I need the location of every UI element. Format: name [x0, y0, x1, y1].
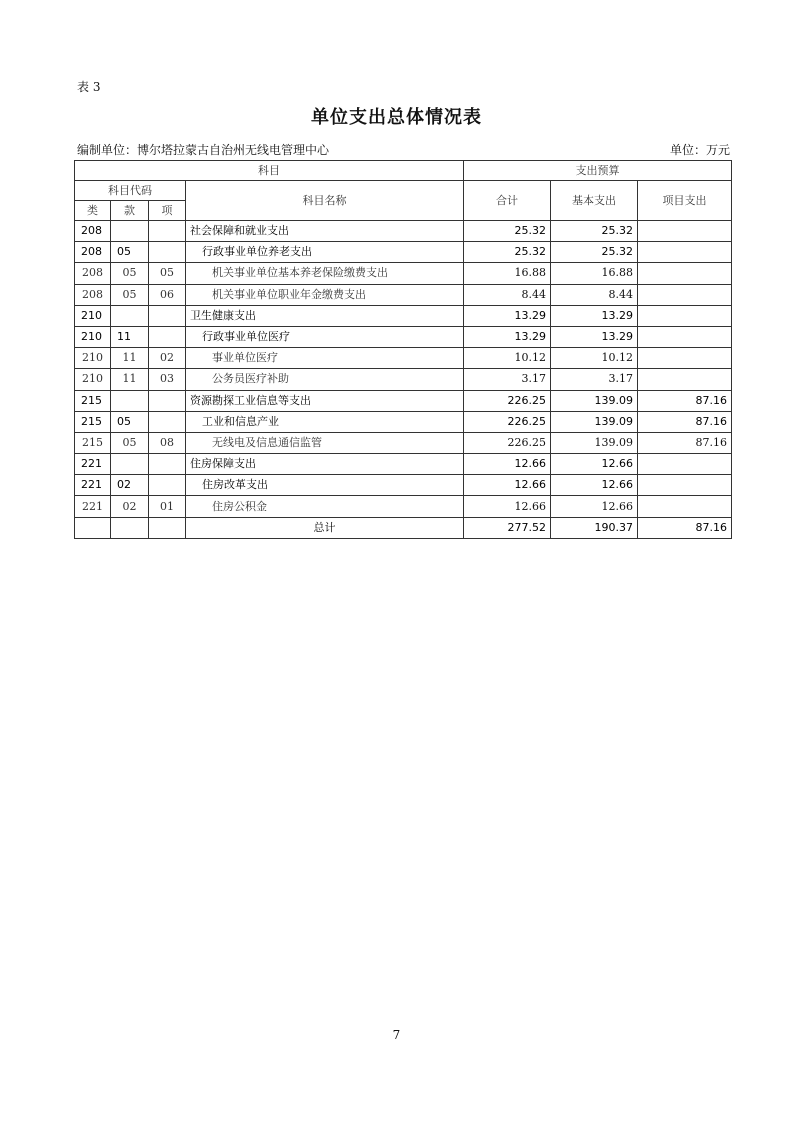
cell-project [638, 326, 732, 347]
table-row [75, 242, 732, 263]
table-row [75, 496, 732, 517]
cell-total: 16.88 [464, 263, 551, 284]
cell-total: 25.32 [464, 242, 551, 263]
page-title: 单位支出总体情况表 [311, 107, 482, 128]
cell-total: 12.66 [464, 496, 551, 517]
cell-total: 8.44 [464, 284, 551, 305]
cell-project [638, 348, 732, 369]
cell-kuan: 11 [111, 326, 149, 347]
cell-basic: 3.17 [551, 369, 638, 390]
table-row [75, 348, 732, 369]
cell-lei: 208 [75, 263, 111, 284]
cell-xiang: 01 [149, 496, 186, 517]
cell-kuan [111, 454, 149, 475]
cell-xiang [149, 411, 186, 432]
cell-xiang: 05 [149, 263, 186, 284]
cell-kuan: 05 [111, 411, 149, 432]
cell-basic: 10.12 [551, 348, 638, 369]
cell-lei: 221 [75, 475, 111, 496]
cell-project [638, 242, 732, 263]
table-row [75, 475, 732, 496]
cell-name: 卫生健康支出 [186, 305, 464, 326]
cell-xiang: 08 [149, 432, 186, 453]
cell-total: 10.12 [464, 348, 551, 369]
cell-total: 25.32 [464, 221, 551, 242]
organization-label: 编制单位：博尔塔拉蒙古自治州无线电管理中心 [77, 143, 330, 157]
cell-lei: 221 [75, 496, 111, 517]
header-code: 科目代码 [75, 181, 186, 201]
cell-kuan [111, 221, 149, 242]
total-label: 总计 [186, 517, 464, 538]
cell-basic: 139.09 [551, 411, 638, 432]
cell-kuan: 02 [111, 496, 149, 517]
cell-project [638, 284, 732, 305]
cell-name: 机关事业单位职业年金缴费支出 [186, 284, 464, 305]
cell-xiang [149, 305, 186, 326]
header-kuan: 款 [111, 201, 149, 221]
unit-label: 单位：万元 [669, 143, 730, 157]
cell-kuan [111, 305, 149, 326]
header-budget: 支出预算 [464, 161, 732, 181]
cell-project [638, 221, 732, 242]
cell-basic: 12.66 [551, 475, 638, 496]
table-row [75, 432, 732, 453]
header-total: 合计 [464, 181, 551, 221]
table-row [75, 390, 732, 411]
cell-total: 226.25 [464, 432, 551, 453]
cell-name: 资源勘探工业信息等支出 [186, 390, 464, 411]
cell-project [638, 305, 732, 326]
cell-name: 住房公积金 [186, 496, 464, 517]
cell-lei: 208 [75, 242, 111, 263]
cell-project [638, 496, 732, 517]
cell-xiang [149, 221, 186, 242]
cell-kuan: 05 [111, 263, 149, 284]
cell-basic: 12.66 [551, 496, 638, 517]
cell-total: 13.29 [464, 326, 551, 347]
cell-total: 13.29 [464, 305, 551, 326]
cell-kuan: 05 [111, 284, 149, 305]
cell-xiang [149, 242, 186, 263]
cell-basic: 12.66 [551, 454, 638, 475]
cell-name: 机关事业单位基本养老保险缴费支出 [186, 263, 464, 284]
total-sum: 277.52 [464, 517, 551, 538]
cell-total: 12.66 [464, 475, 551, 496]
cell-basic: 139.09 [551, 432, 638, 453]
cell-lei: 215 [75, 411, 111, 432]
header-name: 科目名称 [186, 181, 464, 221]
cell-project [638, 263, 732, 284]
total-basic: 190.37 [551, 517, 638, 538]
cell-kuan: 02 [111, 475, 149, 496]
table-row [75, 221, 732, 242]
cell-basic: 139.09 [551, 390, 638, 411]
cell-project: 87.16 [638, 411, 732, 432]
cell-lei: 210 [75, 369, 111, 390]
cell-xiang: 06 [149, 284, 186, 305]
cell-lei: 210 [75, 348, 111, 369]
cell-kuan: 05 [111, 242, 149, 263]
cell-total: 226.25 [464, 411, 551, 432]
cell-basic: 8.44 [551, 284, 638, 305]
cell-name: 住房保障支出 [186, 454, 464, 475]
cell-xiang [149, 326, 186, 347]
cell-xiang: 02 [149, 348, 186, 369]
table-body [75, 221, 732, 518]
cell-project [638, 454, 732, 475]
table-row [75, 263, 732, 284]
cell-lei: 221 [75, 454, 111, 475]
cell-kuan [111, 390, 149, 411]
table-row [75, 454, 732, 475]
cell-name: 住房改革支出 [186, 475, 464, 496]
cell-xiang [149, 454, 186, 475]
cell-name: 无线电及信息通信监管 [186, 432, 464, 453]
cell-name: 公务员医疗补助 [186, 369, 464, 390]
header-row-1 [75, 161, 732, 181]
cell-project [638, 475, 732, 496]
cell-total: 12.66 [464, 454, 551, 475]
cell-name: 行政事业单位养老支出 [186, 242, 464, 263]
cell-basic: 16.88 [551, 263, 638, 284]
cell-project [638, 369, 732, 390]
header-subject: 科目 [75, 161, 464, 181]
header-lei: 类 [75, 201, 111, 221]
cell-xiang: 03 [149, 369, 186, 390]
table-row [75, 305, 732, 326]
cell-basic: 13.29 [551, 326, 638, 347]
cell-basic: 13.29 [551, 305, 638, 326]
table-row [75, 326, 732, 347]
cell-name: 事业单位医疗 [186, 348, 464, 369]
cell-lei: 215 [75, 432, 111, 453]
table-row [75, 369, 732, 390]
cell-project: 87.16 [638, 432, 732, 453]
cell-name: 社会保障和就业支出 [186, 221, 464, 242]
table-row [75, 411, 732, 432]
cell-lei: 215 [75, 390, 111, 411]
cell-basic: 25.32 [551, 221, 638, 242]
cell-total: 3.17 [464, 369, 551, 390]
header-basic: 基本支出 [551, 181, 638, 221]
header-xiang: 项 [149, 201, 186, 221]
cell-xiang [149, 390, 186, 411]
cell-lei: 208 [75, 284, 111, 305]
cell-lei: 210 [75, 326, 111, 347]
table-row [75, 284, 732, 305]
cell-name: 工业和信息产业 [186, 411, 464, 432]
header-project: 项目支出 [638, 181, 732, 221]
expenditure-table [74, 160, 732, 539]
cell-project: 87.16 [638, 390, 732, 411]
cell-lei: 210 [75, 305, 111, 326]
page-number: 7 [392, 1028, 401, 1042]
cell-kuan: 11 [111, 348, 149, 369]
cell-kuan: 05 [111, 432, 149, 453]
total-row [75, 517, 732, 538]
table-label: 表 3 [77, 80, 101, 94]
cell-name: 行政事业单位医疗 [186, 326, 464, 347]
cell-total: 226.25 [464, 390, 551, 411]
cell-kuan: 11 [111, 369, 149, 390]
cell-basic: 25.32 [551, 242, 638, 263]
total-project: 87.16 [638, 517, 732, 538]
header-row-2 [75, 181, 732, 201]
cell-lei: 208 [75, 221, 111, 242]
cell-xiang [149, 475, 186, 496]
